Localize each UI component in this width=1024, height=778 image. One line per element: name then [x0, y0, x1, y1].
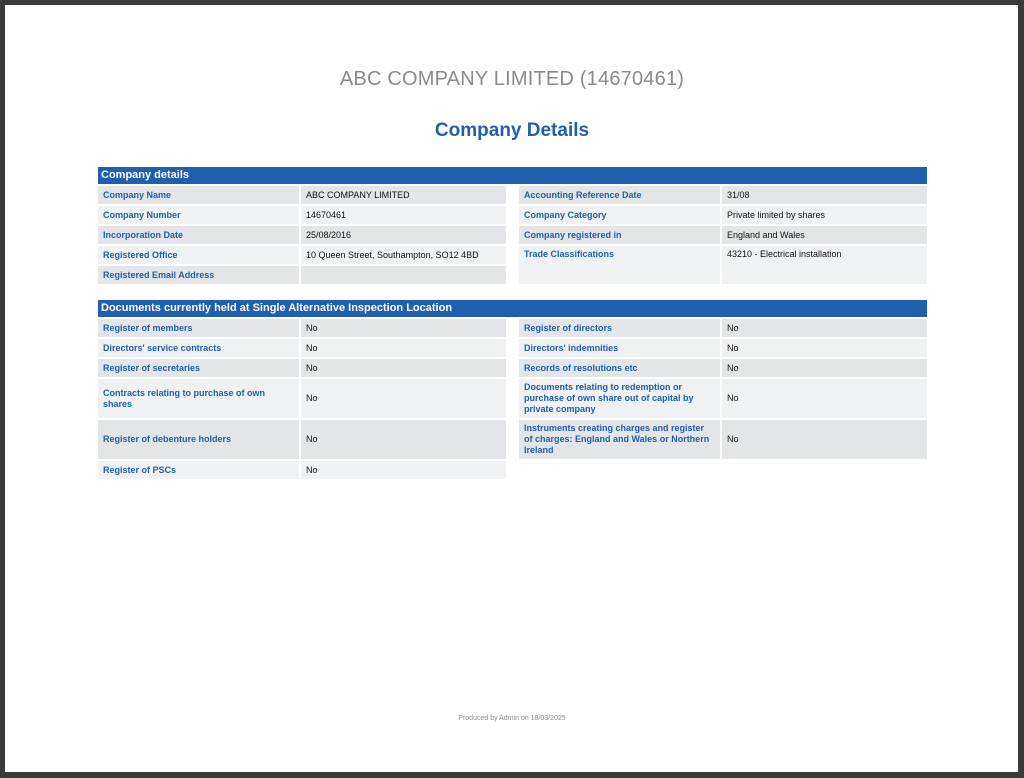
detail-row — [519, 206, 927, 224]
detail-value: 31/08 — [722, 186, 927, 204]
detail-label: Company registered in — [519, 226, 720, 244]
document-value: No — [722, 359, 927, 377]
documents-held-section — [98, 300, 927, 481]
document-row — [98, 420, 506, 459]
document-label: Records of resolutions etc — [519, 359, 720, 377]
detail-value: 43210 - Electrical installation — [722, 246, 927, 284]
document-row — [519, 359, 927, 377]
document-label: Register of members — [98, 319, 299, 337]
document-label: Register of directors — [519, 319, 720, 337]
document-value: No — [722, 319, 927, 337]
detail-label: Company Category — [519, 206, 720, 224]
document-row — [519, 339, 927, 357]
detail-label: Registered Office — [98, 246, 299, 264]
document-value: No — [301, 461, 506, 479]
detail-row — [98, 186, 506, 204]
document-value: No — [722, 420, 927, 459]
document-label: Register of PSCs — [98, 461, 299, 479]
document-value: No — [301, 359, 506, 377]
detail-value: ABC COMPANY LIMITED — [301, 186, 506, 204]
document-row — [519, 319, 927, 337]
document-value: No — [722, 379, 927, 418]
section-header: Documents currently held at Single Alternative Inspection Location — [98, 300, 927, 317]
document-row — [98, 339, 506, 357]
detail-row — [98, 206, 506, 224]
section-header: Company details — [98, 167, 927, 184]
document-label: Directors' indemnities — [519, 339, 720, 357]
document-row — [519, 379, 927, 418]
documents-left-column — [98, 319, 506, 481]
document-row — [98, 379, 506, 418]
detail-label: Trade Classifications — [519, 246, 720, 284]
company-details-left-column — [98, 186, 506, 286]
document-footer: Produced by Admin on 18/03/2025 — [458, 715, 566, 722]
document-subtitle: Company Details — [434, 120, 590, 141]
document-value: No — [301, 379, 506, 418]
company-details-section — [98, 167, 927, 286]
detail-value: England and Wales — [722, 226, 927, 244]
document-value: No — [301, 420, 506, 459]
detail-value — [301, 266, 506, 284]
document-label: Register of debenture holders — [98, 420, 299, 459]
document-label: Directors' service contracts — [98, 339, 299, 357]
detail-row — [519, 246, 927, 284]
detail-label: Registered Email Address — [98, 266, 299, 284]
document-row — [98, 359, 506, 377]
detail-row — [98, 226, 506, 244]
detail-label: Accounting Reference Date — [519, 186, 720, 204]
detail-label: Incorporation Date — [98, 226, 299, 244]
document-row — [98, 461, 506, 479]
detail-value: Private limited by shares — [722, 206, 927, 224]
document-value: No — [301, 319, 506, 337]
document-label: Documents relating to redemption or purchase of own share out of capital by private company — [519, 379, 720, 418]
company-details-right-column — [519, 186, 927, 286]
detail-row — [98, 246, 506, 264]
document-value: No — [301, 339, 506, 357]
detail-row — [519, 186, 927, 204]
document-title: ABC COMPANY LIMITED (14670461) — [339, 68, 685, 90]
detail-label: Company Number — [98, 206, 299, 224]
document-row — [98, 319, 506, 337]
detail-value: 25/08/2016 — [301, 226, 506, 244]
documents-right-column — [519, 319, 927, 481]
document-label: Contracts relating to purchase of own shares — [98, 379, 299, 418]
detail-row — [519, 226, 927, 244]
detail-value: 14670461 — [301, 206, 506, 224]
document-row — [519, 420, 927, 459]
document-value: No — [722, 339, 927, 357]
document-label: Instruments creating charges and register of charges: England and Wales or Northern Ireland — [519, 420, 720, 459]
document-label: Register of secretaries — [98, 359, 299, 377]
detail-value: 10 Queen Street, Southampton, SO12 4BD — [301, 246, 506, 264]
detail-row — [98, 266, 506, 284]
detail-label: Company Name — [98, 186, 299, 204]
